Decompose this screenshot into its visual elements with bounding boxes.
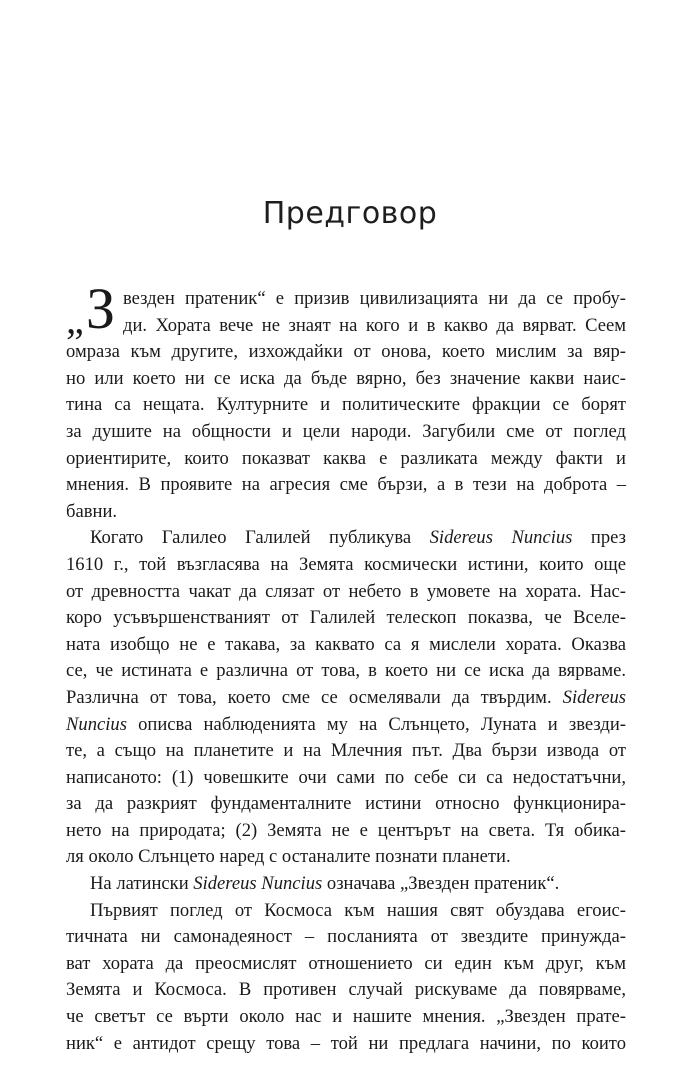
text-line bbox=[66, 525, 626, 552]
text-line: Земята и Космоса. В противен случай рискуваме да повярваме, bbox=[66, 979, 626, 1001]
text-line bbox=[66, 712, 626, 739]
paragraph-1-opening bbox=[66, 276, 626, 342]
text-line: се, че истината е различна от това, в което ни се иска да вярваме. bbox=[66, 660, 626, 682]
text-run: през bbox=[572, 527, 626, 549]
text-line: за душите на общности и цели народи. Загубили сме от поглед bbox=[66, 420, 626, 442]
paragraph-3 bbox=[66, 871, 626, 898]
text-line: тичната ни самонадеяност – посланията от звездите принужда- bbox=[66, 926, 626, 948]
text-line: ориентирите, които показват каква е разликата между факти и bbox=[66, 447, 626, 469]
italic-title: Sidereus Nuncius bbox=[193, 873, 323, 895]
text-line: мнения. В проявите на агресия сме бързи, а в тези на доброта – bbox=[66, 474, 626, 496]
body-text bbox=[66, 276, 626, 1057]
text-line: ната изобщо не е такава, за каквато са я мислели хората. Оказва bbox=[66, 633, 626, 655]
dropcap-letter: З bbox=[86, 276, 116, 341]
text-line: бавни. bbox=[66, 500, 118, 522]
text-run: Когато Галилео Галилей публикува bbox=[90, 527, 430, 549]
text-run: описва наблюденията му на Слънцето, Луната и звезди- bbox=[126, 713, 626, 735]
text-line: ля около Слънцето наред с останалите познати планети. bbox=[66, 846, 511, 868]
text-line: от древността чакат да слязат от небето в умовете на хората. Нас- bbox=[66, 580, 626, 602]
paragraph-4 bbox=[66, 898, 626, 1058]
text-line: ди. Хората вече не знаят на кого и в какво да вярват. Сеем bbox=[123, 314, 626, 336]
text-line bbox=[66, 871, 626, 898]
text-run: На латински bbox=[90, 873, 194, 895]
chapter-heading: Предговор bbox=[262, 196, 438, 231]
text-line: за да разкрият фундаменталните истини относно функционира- bbox=[66, 793, 626, 815]
text-line: ват хората да преосмислят отношението си един към друг, към bbox=[66, 952, 626, 974]
italic-title: Sidereus Nuncius bbox=[429, 527, 573, 549]
text-line: везден пратеник“ е призив цивилизацията ни да се пробу- bbox=[123, 288, 626, 309]
text-line bbox=[66, 685, 626, 712]
dropcap-quote: „ bbox=[66, 297, 84, 342]
italic-title: Nuncius bbox=[66, 713, 127, 735]
text-line: те, а също на планетите и на Млечния път. Два бързи извода от bbox=[66, 740, 626, 762]
paragraph-2 bbox=[66, 525, 626, 871]
text-line: тина са нещата. Културните и политическите фракции се борят bbox=[66, 394, 626, 416]
italic-title: Sidereus bbox=[562, 686, 626, 708]
text-line: написаното: (1) човешките очи сами по себе си са недостатъчни, bbox=[66, 766, 626, 788]
text-line: ник“ е антидот срещу това – той ни предлага начини, по които bbox=[66, 1032, 626, 1054]
text-line: Първият поглед от Космоса към нашия свят обуздава егоис- bbox=[90, 899, 626, 921]
text-line: 1610 г., той възгласява на Земята космически истини, които още bbox=[66, 553, 626, 575]
text-line: но или което ни се иска да бъде вярно, без значение какви наис- bbox=[66, 367, 626, 389]
text-run: Различна от това, което сме се осмелявали да твърдим. bbox=[66, 686, 563, 708]
dropcap-adjacent-lines bbox=[123, 286, 626, 339]
text-line: нето на природата; (2) Земята не е центърът на света. Тя обика- bbox=[66, 819, 626, 841]
text-line: че светът се върти около нас и нашите мнения. „Звезден прате- bbox=[66, 1006, 626, 1028]
text-run: означава „Звезден пратеник“. bbox=[322, 873, 560, 895]
text-line: коро усъвършенстваният от Галилей телескоп показва, че Вселе- bbox=[66, 607, 626, 629]
text-line: омраза към другите, изхождайки от онова, което мислим за вяр- bbox=[66, 341, 626, 363]
paragraph-1 bbox=[66, 339, 626, 525]
